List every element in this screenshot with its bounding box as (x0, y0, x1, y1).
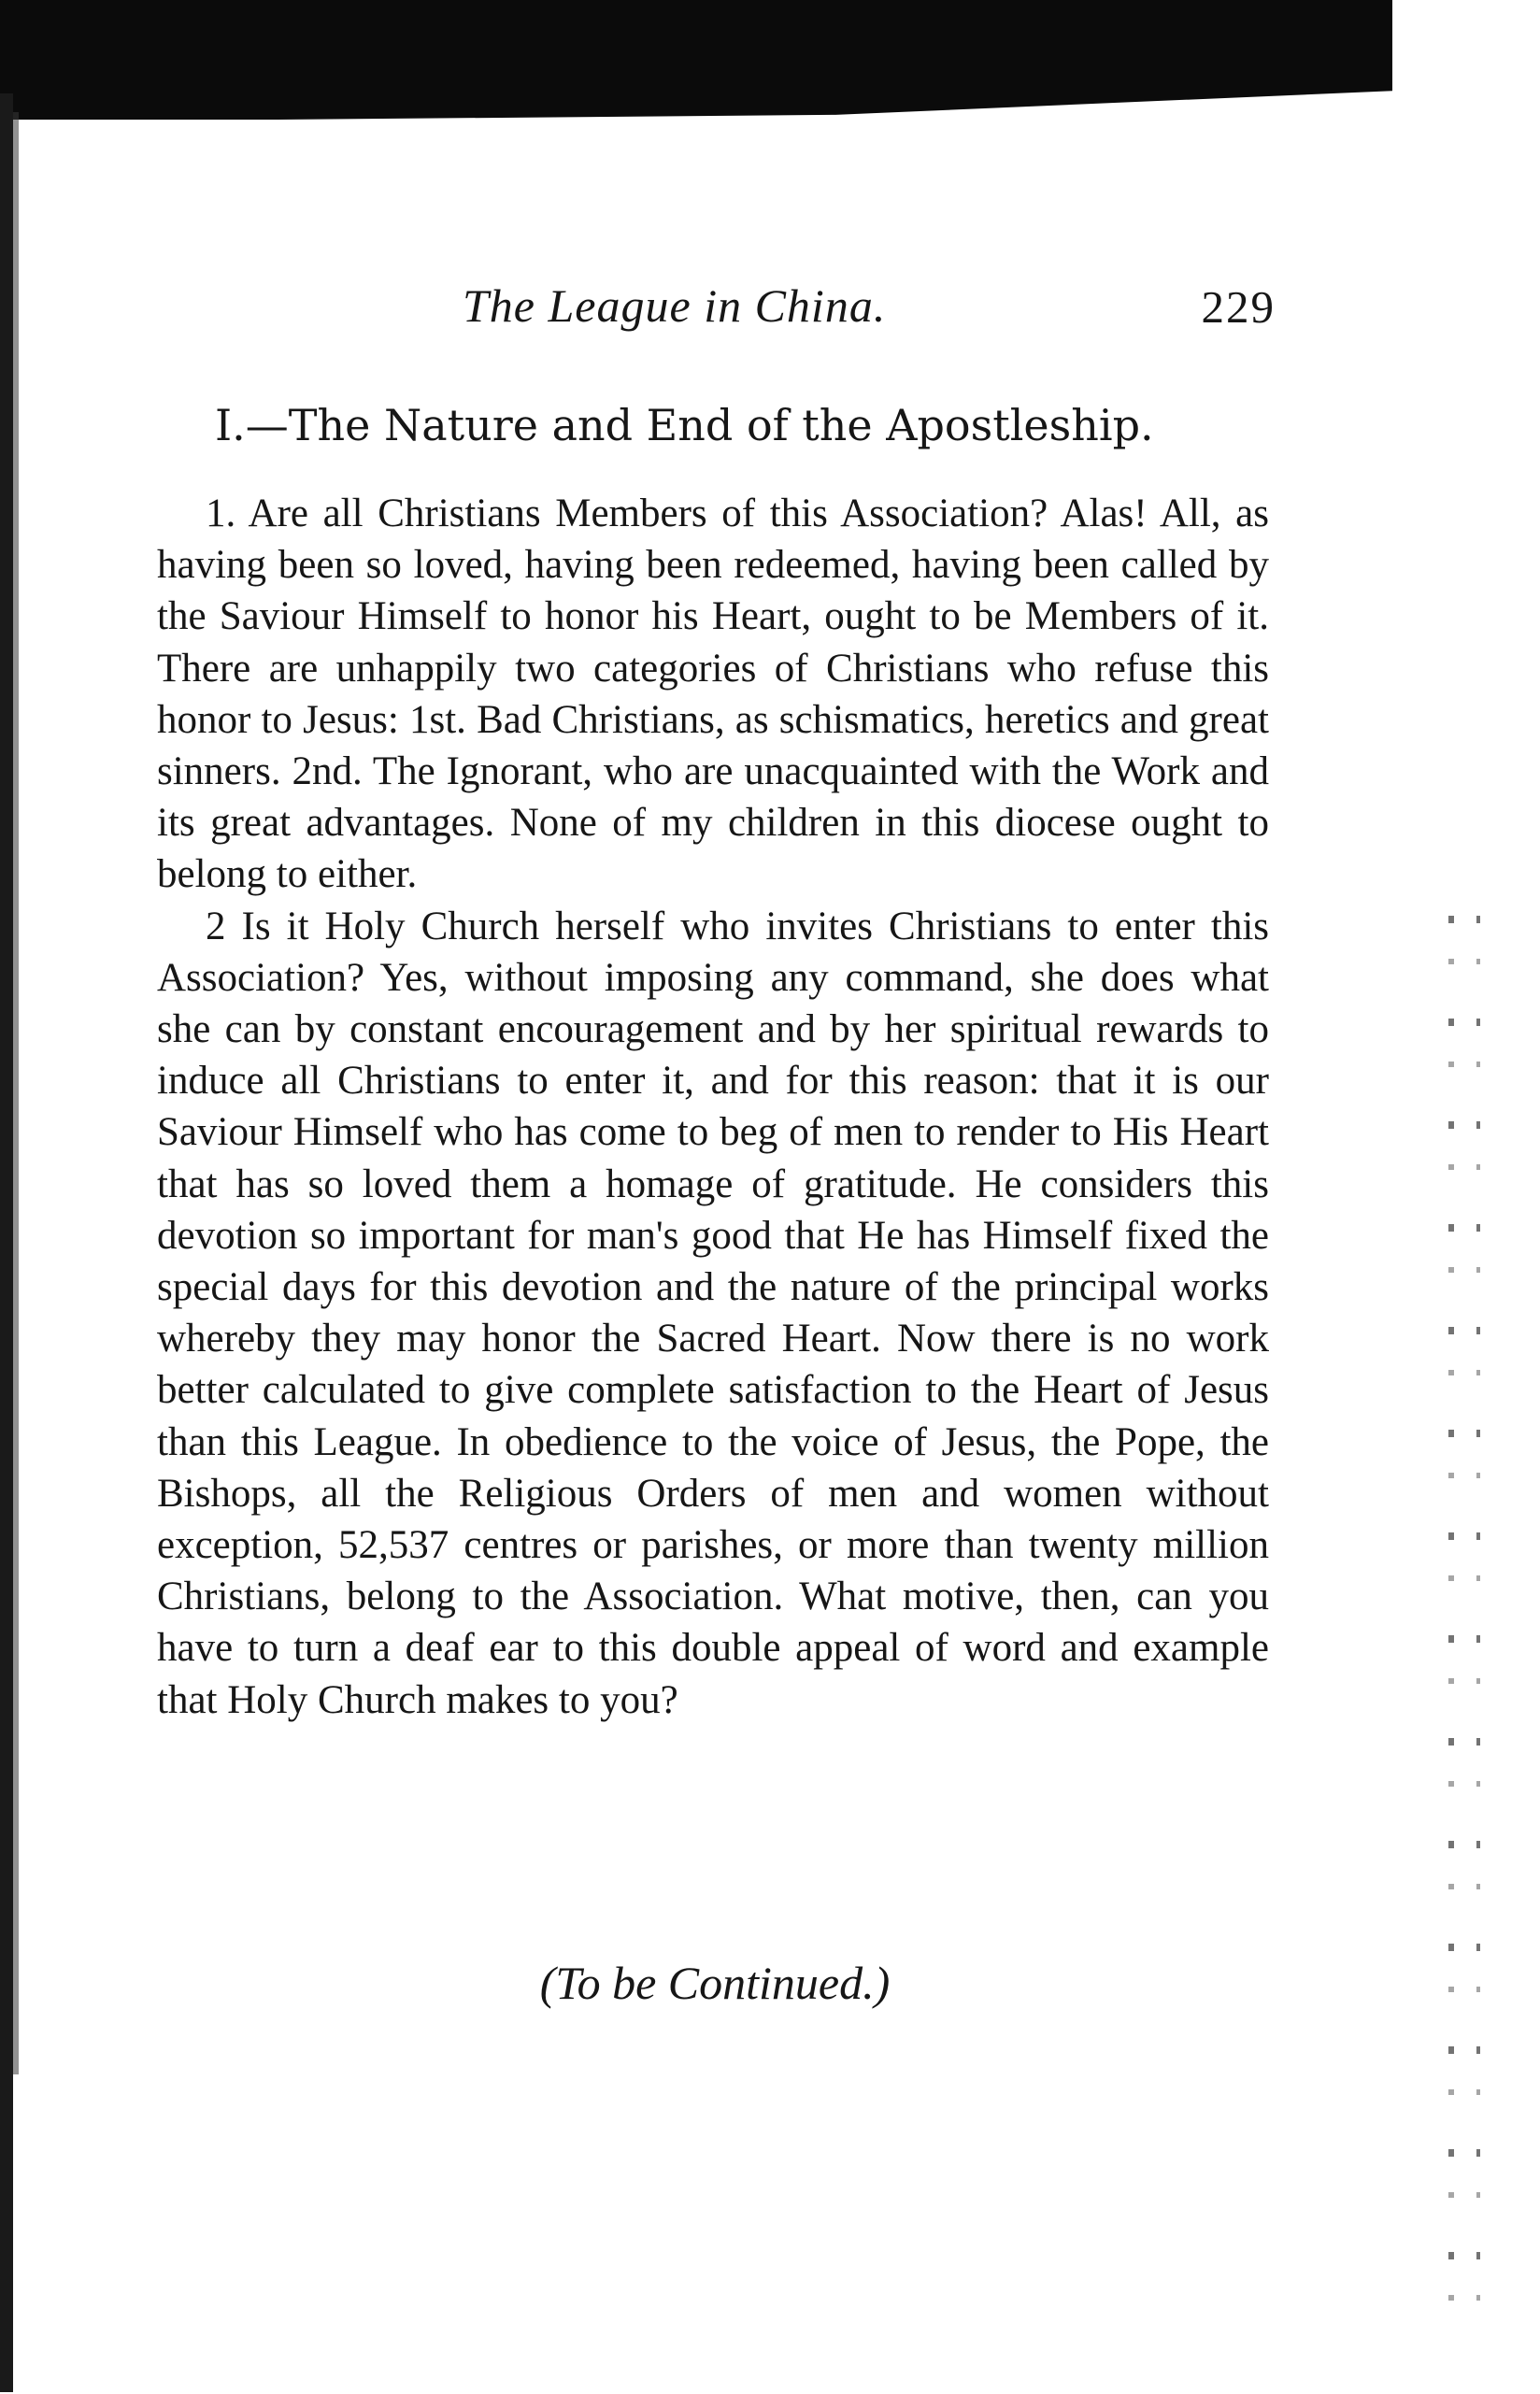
section-heading: I.—The Nature and End of the Apostleship. (215, 400, 1154, 450)
scan-marks-right (1439, 916, 1495, 2355)
page-header (463, 278, 1276, 344)
continued-note: (To be Continued.) (539, 1957, 891, 2009)
paragraph-text: Is it Holy Church herself who invites Christians to enter this Association? Yes, without imposing any command, she does what she can by constant encouragement and by her spiritual rewards to induce all Christians to enter it, and for this reason: that it is our Saviour Himself who has come to beg of men to render to His Heart that has so loved them a homage of gratitude. He considers this devotion so important for man's good that He has Himself fixed the special days for this devotion and the nature of the principal works whereby they may honor the Sacred Heart. Now there is no work better calculated to give complete satisfaction to the Heart of Jesus than this League. In obedience to the voice of Jesus, the Pope, the Bishops, all the Religious Orders of men and women without exception, 52,537 centres or parishes, or more than twenty million Christians, belong to the Association. What motive, then, can you have to turn a deaf ear to this double appeal of word and example that Holy Church makes to you? (157, 904, 1270, 1722)
body-text (157, 488, 1269, 1726)
running-title: The League in China. (463, 279, 887, 332)
paragraph-number: 2 (206, 904, 226, 948)
paragraph-2 (157, 901, 1269, 1726)
scan-shadow-left (13, 112, 19, 2074)
scan-edge-left (0, 93, 13, 2392)
scan-edge-top (0, 0, 1392, 120)
paragraph-text: Are all Christians Members of this Association? Alas! All, as having been so loved, having been redeemed, having been called by the Saviour Himself to honor his Heart, ought to be Members of it. There are unhappily two categories of Christians who refuse this honor to Jesus: 1st. Bad Christians, as schismatics, heretics and great sinners. 2nd. The Ignorant, who are unacquainted with the Work and its great advantages. None of my children in this diocese ought to belong to either. (157, 492, 1269, 897)
page-number: 229 (1201, 281, 1276, 333)
paragraph-1 (157, 488, 1269, 901)
paragraph-number: 1. (206, 492, 236, 535)
